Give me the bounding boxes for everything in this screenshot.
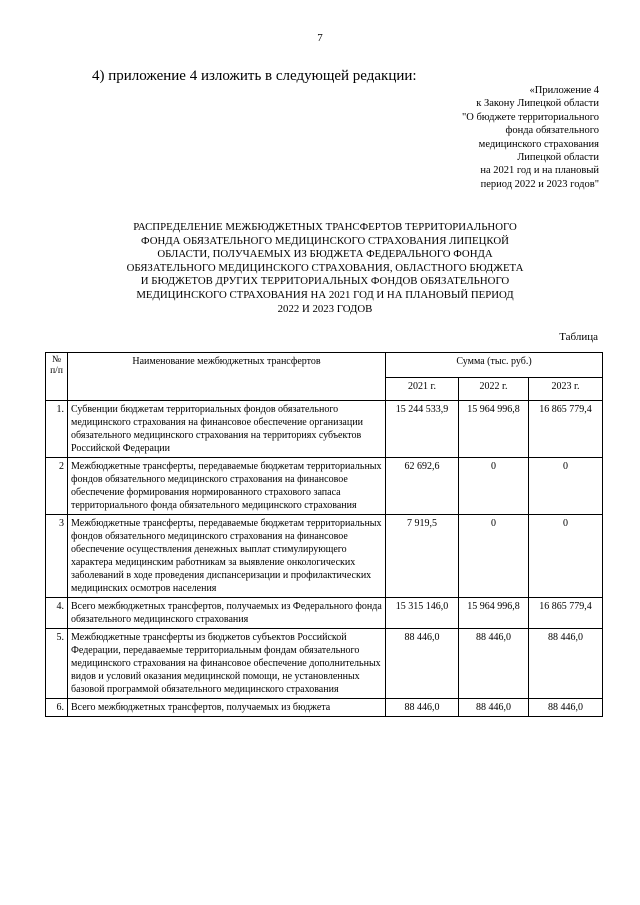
column-header-sum: Сумма (тыс. руб.) bbox=[386, 353, 603, 378]
heading-line: ФОНДА ОБЯЗАТЕЛЬНОГО МЕДИЦИНСКОГО СТРАХОВАНИЯ ЛИПЕЦКОЙ bbox=[141, 234, 509, 247]
row-number: 3 bbox=[46, 515, 68, 598]
heading-line: ОБЛАСТИ, ПОЛУЧАЕМЫХ ИЗ БЮДЖЕТА ФЕДЕРАЛЬНОГО ФОНДА bbox=[157, 248, 493, 261]
row-value-2023: 88 446,0 bbox=[529, 699, 603, 717]
table-row bbox=[46, 515, 603, 598]
table-header-row bbox=[46, 353, 603, 378]
annex-line: Липецкой области bbox=[517, 152, 599, 164]
row-value-2022: 88 446,0 bbox=[459, 699, 529, 717]
annex-line: "О бюджете территориального bbox=[461, 111, 599, 123]
row-value-2021: 88 446,0 bbox=[386, 699, 459, 717]
row-value-2023: 16 865 779,4 bbox=[529, 598, 603, 629]
heading-line: И БЮДЖЕТОВ ДРУГИХ ТЕРРИТОРИАЛЬНЫХ ФОНДОВ ОБЯЗАТЕЛЬНОГО bbox=[140, 275, 510, 288]
row-value-2023: 88 446,0 bbox=[529, 629, 603, 699]
row-value-2021: 15 244 533,9 bbox=[386, 401, 459, 458]
table-row bbox=[46, 458, 603, 515]
row-value-2022: 0 bbox=[459, 515, 529, 598]
annex-line: «Приложение 4 bbox=[529, 85, 599, 96]
annex-line: медицинского страхования bbox=[478, 138, 599, 150]
amendment-intro: 4) приложение 4 изложить в следующей редакции: bbox=[92, 68, 417, 84]
row-value-2021: 7 919,5 bbox=[386, 515, 459, 598]
row-number: 5. bbox=[46, 629, 68, 699]
row-name: Субвенции бюджетам территориальных фондов обязательного медицинского страхования на финансовое обеспечение организации обязательного медицинского страхования на территориях субъектов Российской Федерации bbox=[68, 401, 386, 458]
table-row bbox=[46, 598, 603, 629]
table-row bbox=[46, 401, 603, 458]
row-value-2022: 15 964 996,8 bbox=[459, 401, 529, 458]
row-value-2023: 0 bbox=[529, 458, 603, 515]
row-name: Всего межбюджетных трансфертов, получаемых из Федерального фонда обязательного медицинского страхования bbox=[68, 598, 386, 629]
row-name: Межбюджетные трансферты, передаваемые бюджетам территориальных фондов обязательного медицинского страхования на финансовое обеспечение осуществления денежных выплат стимулирующего характера медицинским работникам за выявление онкологических заболеваний в ходе проведения диспансеризации и профилактических медицинских осмотров населения bbox=[68, 515, 386, 598]
heading-line: РАСПРЕДЕЛЕНИЕ МЕЖБЮДЖЕТНЫХ ТРАНСФЕРТОВ ТЕРРИТОРИАЛЬНОГО bbox=[133, 221, 517, 233]
row-number: 1. bbox=[46, 401, 68, 458]
annex-line: фонда обязательного bbox=[505, 125, 599, 137]
column-header-year-2023: 2023 г. bbox=[529, 378, 603, 401]
row-name: Межбюджетные трансферты из бюджетов субъектов Российской Федерации, передаваемые территориальным фондам обязательного медицинского страхования на финансовое обеспечение дополнительных видов и условий оказания медицинской помощи, не установленных базовой программой обязательного медицинского страхования bbox=[68, 629, 386, 699]
row-value-2021: 15 315 146,0 bbox=[386, 598, 459, 629]
row-value-2021: 88 446,0 bbox=[386, 629, 459, 699]
row-value-2021: 62 692,6 bbox=[386, 458, 459, 515]
row-name: Межбюджетные трансферты, передаваемые бюджетам территориальных фондов обязательного медицинского страхования на финансовое обеспечение формирования нормированного страхового запаса территориального фонда обязательного медицинского страхования bbox=[68, 458, 386, 515]
transfers-table bbox=[45, 352, 603, 717]
row-number: 4. bbox=[46, 598, 68, 629]
table-row bbox=[46, 629, 603, 699]
annex-line: период 2022 и 2023 годов" bbox=[480, 178, 599, 190]
annex-line: на 2021 год и на плановый bbox=[480, 165, 599, 177]
row-name: Всего межбюджетных трансфертов, получаемых из бюджета bbox=[68, 699, 386, 717]
annex-reference bbox=[379, 84, 599, 191]
page-number: 7 bbox=[317, 32, 323, 44]
column-header-number: № п/п bbox=[46, 353, 68, 401]
heading-line: МЕДИЦИНСКОГО СТРАХОВАНИЯ НА 2021 ГОД И НА ПЛАНОВЫЙ ПЕРИОД bbox=[136, 288, 514, 301]
document-heading bbox=[60, 221, 590, 316]
annex-line: к Закону Липецкой области bbox=[476, 98, 599, 110]
row-value-2022: 0 bbox=[459, 458, 529, 515]
row-value-2022: 88 446,0 bbox=[459, 629, 529, 699]
row-value-2023: 0 bbox=[529, 515, 603, 598]
heading-line: 2022 И 2023 ГОДОВ bbox=[277, 302, 373, 315]
table-row bbox=[46, 699, 603, 717]
row-value-2023: 16 865 779,4 bbox=[529, 401, 603, 458]
heading-line: ОБЯЗАТЕЛЬНОГО МЕДИЦИНСКОГО СТРАХОВАНИЯ, ОБЛАСТНОГО БЮДЖЕТА bbox=[126, 261, 524, 274]
column-header-name: Наименование межбюджетных трансфертов bbox=[68, 353, 386, 401]
row-value-2022: 15 964 996,8 bbox=[459, 598, 529, 629]
column-header-year-2022: 2022 г. bbox=[459, 378, 529, 401]
column-header-year-2021: 2021 г. bbox=[386, 378, 459, 401]
row-number: 6. bbox=[46, 699, 68, 717]
table-label: Таблица bbox=[559, 331, 598, 343]
row-number: 2 bbox=[46, 458, 68, 515]
